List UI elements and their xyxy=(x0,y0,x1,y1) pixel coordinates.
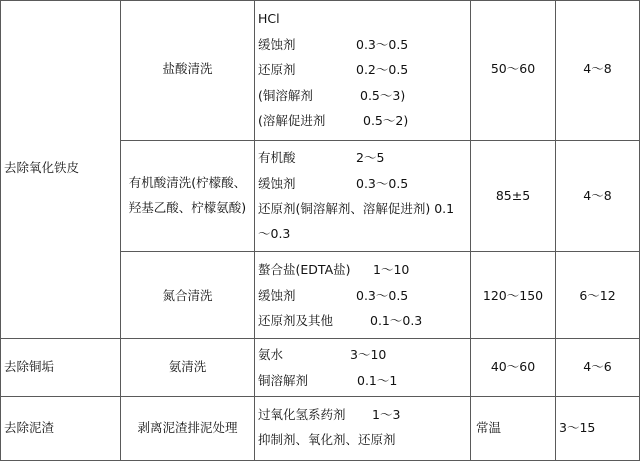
agent-conc: 1～10 xyxy=(373,262,410,277)
purpose-sludge-label: 去除泥渣 xyxy=(4,420,55,435)
agent-name: (铜溶解剂 xyxy=(258,88,313,103)
agent-conc: 0.2～0.5 xyxy=(356,62,409,77)
time-organic: 4～8 xyxy=(583,188,612,203)
temp-chelate: 120～150 xyxy=(482,288,544,303)
purpose-oxide-label: 去除氧化铁皮 xyxy=(4,160,80,175)
temp-hcl: 50～60 xyxy=(490,61,536,76)
agent-conc: 0.3～0.5 xyxy=(356,176,409,191)
agent-name: 过氧化氢系药剂 xyxy=(258,407,346,422)
agent-name: 还原剂及其他 xyxy=(258,313,334,328)
agent-name: 缓蚀剂 xyxy=(258,37,296,52)
time-sludge: 3～15 xyxy=(559,420,596,435)
method-ammonia-label: 氨清洗 xyxy=(168,359,207,374)
agent-wrap-line2: ～0.3 xyxy=(258,226,291,241)
agent-conc: 0.1～1 xyxy=(357,373,398,388)
method-hcl-label: 盐酸清洗 xyxy=(162,61,213,76)
agents-cell-sludge xyxy=(254,396,471,461)
method-organic-line1: 有机酸清洗(柠檬酸、 xyxy=(128,175,247,190)
method-sludge-label: 剥离泥渣排泥处理 xyxy=(137,420,238,435)
purpose-copper-label: 去除铜垢 xyxy=(4,359,55,374)
agent-conc: 2～5 xyxy=(356,150,385,165)
agent-conc: 1～3 xyxy=(372,407,401,422)
time-hcl: 4～8 xyxy=(583,61,612,76)
method-chelate-label: 氮合清洗 xyxy=(162,288,213,303)
agent-conc: 3～10 xyxy=(350,347,387,362)
agent-name: 有机酸 xyxy=(258,150,296,165)
agent-conc: 0.5～2) xyxy=(363,113,409,128)
agent-conc: 0.1～0.3 xyxy=(370,313,423,328)
agent-name: 缓蚀剂 xyxy=(258,176,296,191)
time-ammonia: 4～6 xyxy=(583,359,612,374)
agent-name: (溶解促进剂 xyxy=(258,113,326,128)
method-cell-organic xyxy=(120,140,255,252)
agent-conc: 0.3～0.5 xyxy=(356,37,409,52)
temp-ammonia: 40～60 xyxy=(490,359,536,374)
agent-conc: 0.3～0.5 xyxy=(356,288,409,303)
temp-sludge: 常温 xyxy=(476,420,502,435)
agent-name: 铜溶解剂 xyxy=(258,373,309,388)
agent-wrap-line1: 还原剂(铜溶解剂、溶解促进剂) 0.1 xyxy=(258,201,455,216)
agent-name: HCl xyxy=(258,11,280,26)
agent-name: 螯合盐(EDTA盐) xyxy=(258,262,351,277)
agent-name: 还原剂 xyxy=(258,62,296,77)
agent-conc: 0.5～3) xyxy=(360,88,406,103)
temp-organic: 85±5 xyxy=(495,188,531,203)
agent-name: 缓蚀剂 xyxy=(258,288,296,303)
agent-name: 氨水 xyxy=(258,347,284,362)
time-chelate: 6～12 xyxy=(579,288,616,303)
agent-name: 抑制剂、氧化剂、还原剂 xyxy=(258,432,396,447)
method-organic-line2: 羟基乙酸、柠檬氨酸) xyxy=(128,200,247,215)
